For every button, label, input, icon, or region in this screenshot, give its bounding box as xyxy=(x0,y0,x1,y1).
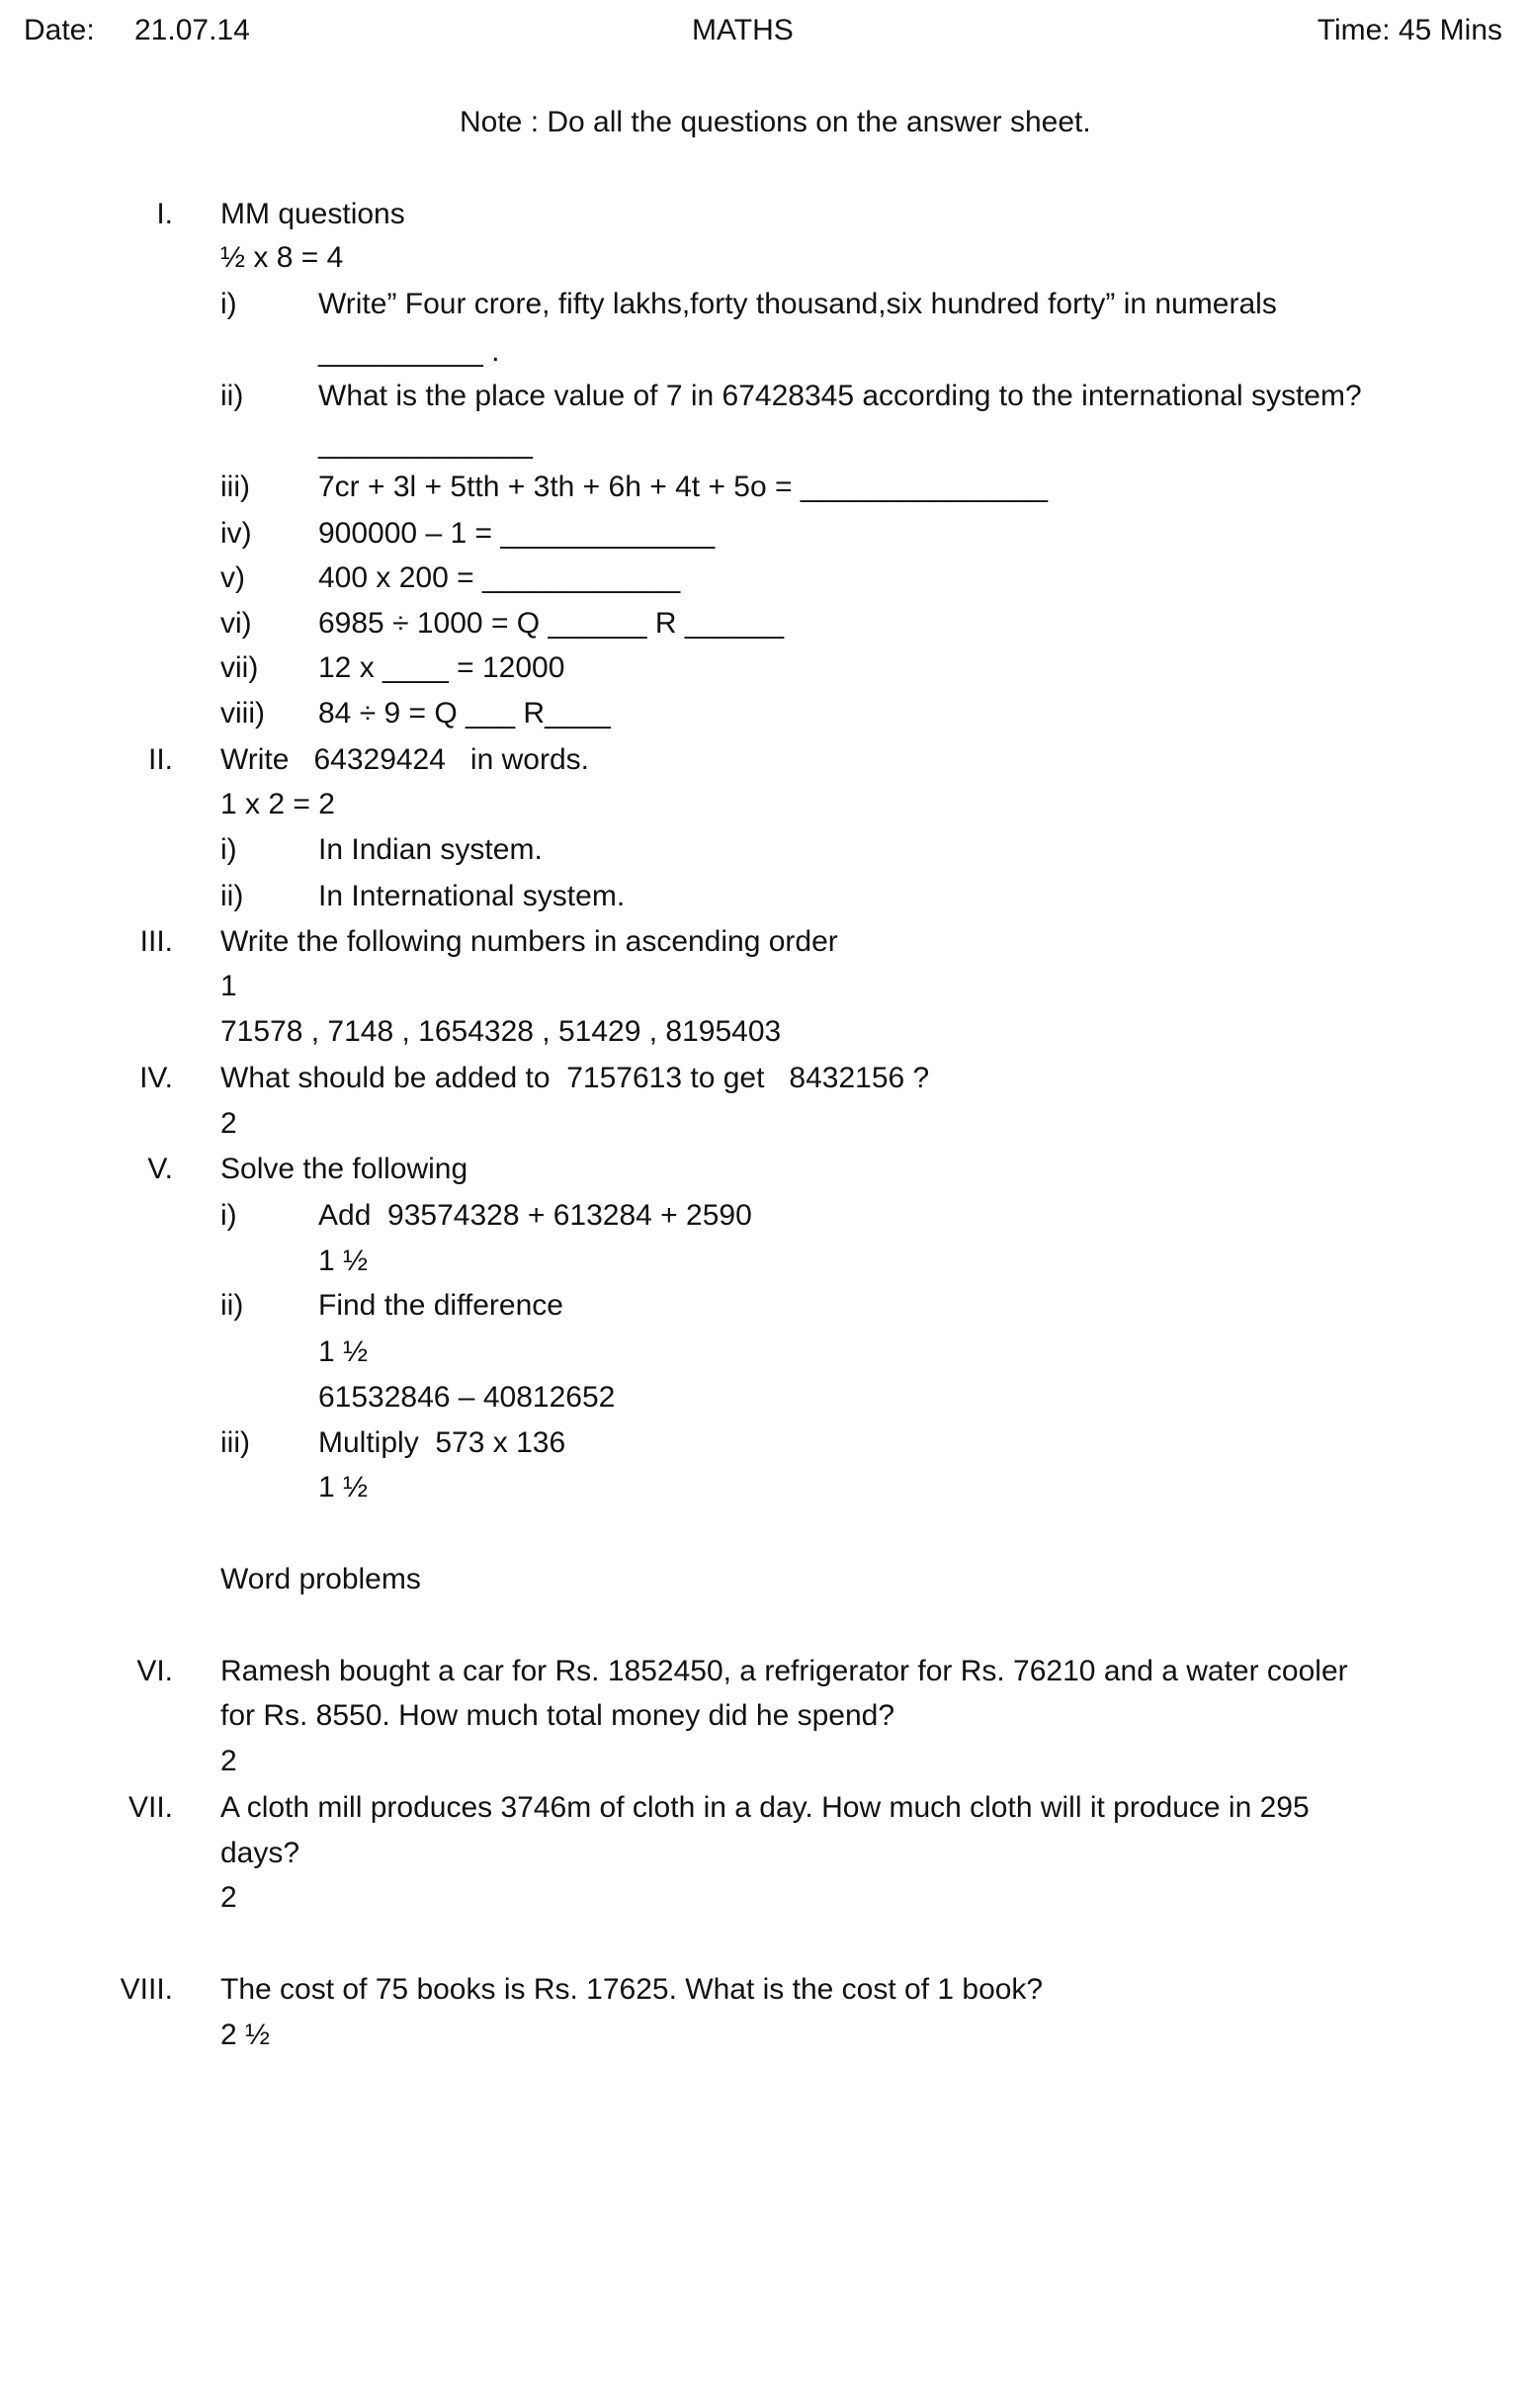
item-text: Find the difference xyxy=(318,1289,563,1322)
question-numeral: VII. xyxy=(127,1791,173,1824)
question-title: Write 64329424 in words. xyxy=(220,743,589,776)
note: Note : Do all the questions on the answer sheet. xyxy=(460,106,1091,138)
item-text: In Indian system. xyxy=(318,833,543,866)
item-text: 6985 ÷ 1000 = Q ______ R ______ xyxy=(318,607,785,640)
question-title: MM questions xyxy=(220,198,405,230)
question-text: days? xyxy=(220,1837,300,1869)
marks: 2 xyxy=(220,1107,237,1140)
item-expression: 61532846 – 40812652 xyxy=(318,1381,616,1414)
subject-title: MATHS xyxy=(692,14,794,46)
item-text: Multiply 573 x 136 xyxy=(318,1426,566,1459)
item-text: Add 93574328 + 613284 + 2590 xyxy=(318,1199,752,1232)
time-allowed: Time: 45 Mins xyxy=(1317,14,1502,46)
marks: 2 ½ xyxy=(220,2019,271,2051)
item-label: viii) xyxy=(220,697,265,730)
marks: 1 ½ xyxy=(318,1471,369,1504)
item-label: ii) xyxy=(220,880,244,912)
marks: 2 xyxy=(220,1745,237,1777)
item-label: i) xyxy=(220,288,237,320)
item-text: What is the place value of 7 in 67428345 according to the international system? xyxy=(318,380,1362,412)
question-text: for Rs. 8550. How much total money did he spend? xyxy=(220,1699,895,1732)
item-label: ii) xyxy=(220,1289,244,1322)
question-numeral: IV. xyxy=(139,1062,173,1094)
item-text: 12 x ____ = 12000 xyxy=(318,651,565,684)
item-label: iv) xyxy=(220,517,252,550)
question-text: The cost of 75 books is Rs. 17625. What is the cost of 1 book? xyxy=(220,1973,1044,2006)
item-text: Write” Four crore, fifty lakhs,forty thousand,six hundred forty” in numerals xyxy=(318,288,1277,320)
answer-blank: __________ . xyxy=(318,335,500,368)
date-label: Date: xyxy=(24,14,95,46)
item-label: vii) xyxy=(220,651,259,684)
item-text: 400 x 200 = ____________ xyxy=(318,561,681,594)
marks: ½ x 8 = 4 xyxy=(220,241,344,274)
item-label: i) xyxy=(220,833,237,866)
item-label: vi) xyxy=(220,607,252,640)
item-label: ii) xyxy=(220,380,244,412)
marks: 2 xyxy=(220,1881,237,1914)
question-text: Ramesh bought a car for Rs. 1852450, a refrigerator for Rs. 76210 and a water cooler xyxy=(220,1655,1348,1687)
item-text: In International system. xyxy=(318,880,626,912)
date-value: 21.07.14 xyxy=(134,14,250,46)
item-text: 7cr + 3l + 5tth + 3th + 6h + 4t + 5o = _______________ xyxy=(318,471,1049,503)
marks: 1 ½ xyxy=(318,1335,369,1368)
question-title: Solve the following xyxy=(220,1153,468,1185)
question-numeral: III. xyxy=(139,925,173,958)
marks: 1 x 2 = 2 xyxy=(220,788,335,820)
question-numeral: II. xyxy=(147,743,173,776)
item-label: iii) xyxy=(220,471,250,503)
item-text: 84 ÷ 9 = Q ___ R____ xyxy=(318,697,611,730)
item-label: v) xyxy=(220,561,245,594)
question-numeral: V. xyxy=(147,1153,173,1185)
answer-blank: _____________ xyxy=(318,427,533,460)
item-label: iii) xyxy=(220,1426,250,1459)
item-label: i) xyxy=(220,1199,237,1232)
item-text: 900000 – 1 = _____________ xyxy=(318,517,716,550)
question-numeral: I. xyxy=(156,198,173,230)
question-numeral: VI. xyxy=(136,1655,173,1687)
number-list: 71578 , 7148 , 1654328 , 51429 , 8195403 xyxy=(220,1015,782,1048)
section-heading: Word problems xyxy=(220,1563,421,1595)
question-numeral: VIII. xyxy=(120,1973,173,2006)
marks: 1 ½ xyxy=(318,1245,369,1277)
marks: 1 xyxy=(220,970,237,1002)
question-title: What should be added to 7157613 to get 8432156 ? xyxy=(220,1062,930,1094)
question-text: A cloth mill produces 3746m of cloth in a day. How much cloth will it produce in 295 xyxy=(220,1791,1310,1824)
question-title: Write the following numbers in ascending order xyxy=(220,925,838,958)
